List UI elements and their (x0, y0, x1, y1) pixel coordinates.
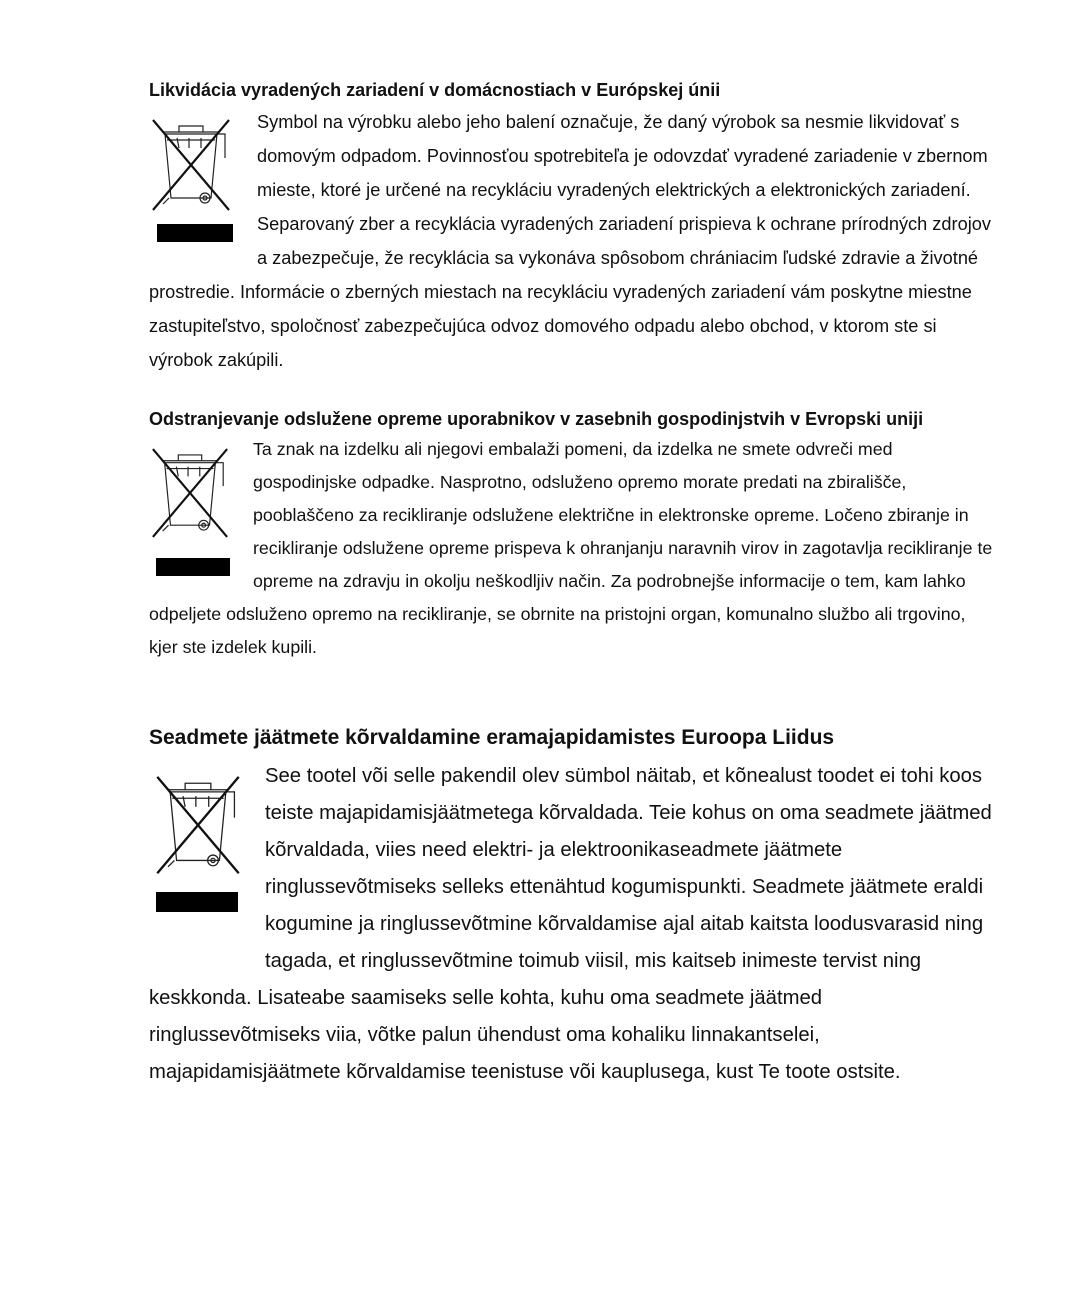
section-heading: Seadmete jäätmete kõrvaldamine eramajapidamistes Euroopa Liidus (149, 726, 835, 749)
section-heading: Likvidácia vyradených zariadení v domácnostiach v Európskej únii (149, 80, 721, 100)
bin-drawing (153, 770, 243, 878)
weee-section-estonian (149, 724, 994, 1091)
black-bar (157, 224, 233, 242)
section-body: Ta znak na izdelku ali njegovi embalaži pomeni, da izdelka ne smete odvreči med gospodinjske odpadke. Nasprotno, odsluženo opremo morate predati na zbirališče, pooblaščeno za recikliranje odslužene električne in elektronske opreme. Ločeno zbiranje in recikliranje odslužene opreme prispeva k ohranjanju naravnih virov in zagotavlja recikliranje te opreme na zdravju in okolju neškodljiv način. Za podrobnejše informacije o tem, kam lahko odpeljete odsluženo opremo na recikliranje, se obrnite na pristojni organ, komunalno službo ali trgovino, kjer ste izdelek kupili. (149, 439, 993, 657)
bin-drawing (149, 442, 231, 542)
section-body: Symbol na výrobku alebo jeho balení označuje, že daný výrobok sa nesmie likvidovať s domovým odpadom. Povinnosťou spotrebiteľa je odovzdať vyradené zariadenie v zbernom mieste, ktoré je určené na recykláciu vyradených elektrických a elektronických zariadení. Separovaný zber a recyklácia vyradených zariadení prispieva k ochrane prírodných zdrojov a zabezpečuje, že recyklácia sa vykonáva spôsobom chrániacim ľudské zdravie a životné prostredie. Informácie o zberných miestach na recykláciu vyradených zariadení vám poskytne miestne zastupiteľstvo, spoločnosť zabezpečujúca odvoz domového odpadu alebo obchod, v ktorom ste si výrobok zakúpili. (149, 112, 991, 370)
crossed-out-wheelie-bin-icon (149, 114, 257, 264)
bin-drawing (149, 114, 233, 214)
weee-section-slovenian (149, 408, 994, 664)
black-bar (156, 892, 238, 912)
black-bar (156, 558, 230, 576)
crossed-out-wheelie-bin-icon (149, 770, 265, 952)
section-heading: Odstranjevanje odslužene opreme uporabnikov v zasebnih gospodinjstvih v Evropski uniji (149, 409, 924, 429)
section-body: See tootel või selle pakendil olev sümbol näitab, et kõnealust toodet ei tohi koos teiste majapidamisjäätmetega kõrvaldada. Teie kohus on oma seadmete jäätmed kõrvaldada, viies need elektri- ja elektroonikaseadmete jäätmete ringlussevõtmiseks selleks ettenähtud kogumispunkti. Seadmete jäätmete eraldi kogumine ja ringlussevõtmine kõrvaldamise ajal aitab kaitsta loodusvarasid ning tagada, et ringlussevõtmine toimub viisil, mis kaitseb inimeste tervist ning keskkonda. Lisateabe saamiseks selle kohta, kuhu oma seadmete jäätmed ringlussevõtmiseks viia, võtke palun ühendust oma kohaliku linnakantselei, majapidamisjäätmete kõrvaldamise teenistuse või kauplusega, kust Te toote ostsite. (149, 765, 992, 1083)
weee-section-slovak (149, 78, 994, 377)
crossed-out-wheelie-bin-icon (149, 442, 253, 592)
